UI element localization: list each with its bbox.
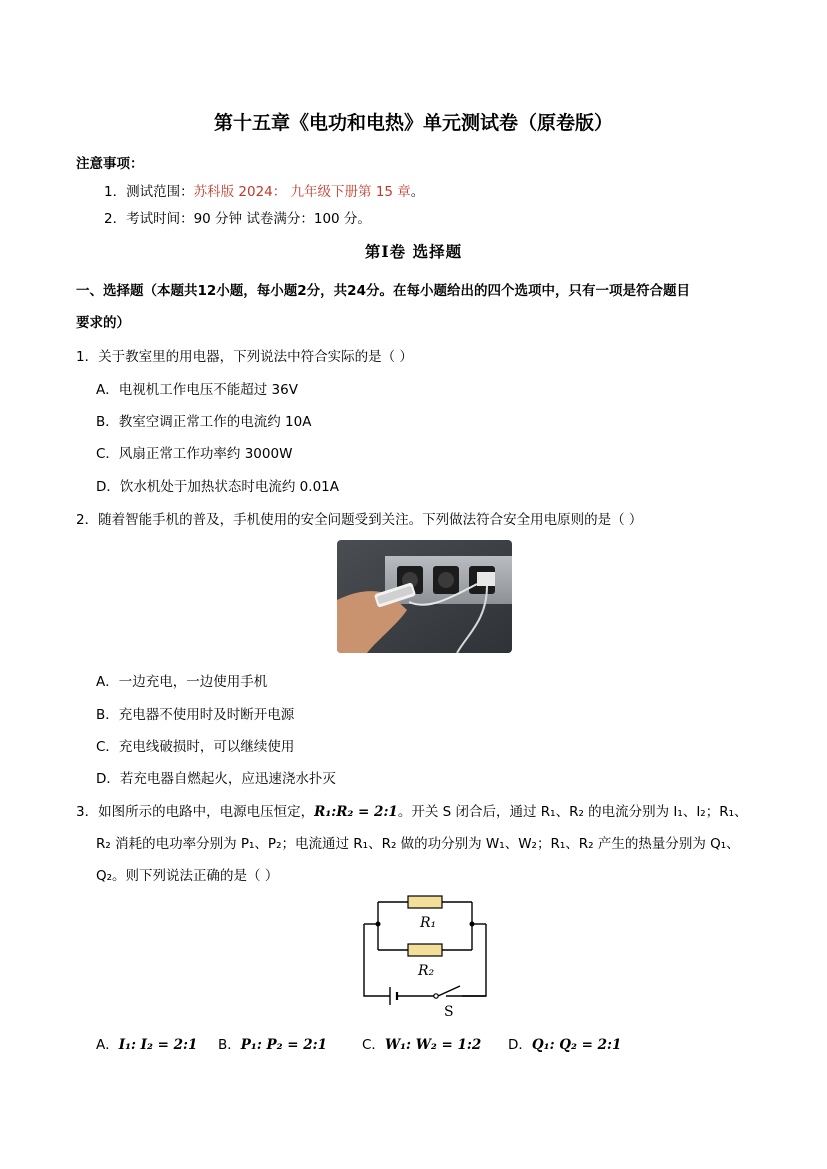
q3-option-b-letter: B． — [218, 1037, 241, 1053]
q3-line1-end: 。开关 S 闭合后，通过 R₁、R₂ 的电流分别为 I₁、I₂；R₁、 — [397, 804, 748, 820]
phone-charging-photo — [337, 540, 512, 653]
q3-option-d — [508, 1033, 621, 1053]
q3-option-a-expr: I₁: I₂ = 2:1 — [118, 1037, 198, 1053]
q1-option-c: C．风扇正常工作功率约 3000W — [96, 446, 293, 462]
q2-stem: 2．随着智能手机的普及，手机使用的安全问题受到关注。下列做法符合安全用电原则的是（ ） — [76, 512, 643, 528]
notes-heading: 注意事项： — [76, 156, 144, 172]
section-instructions-line1: 一、选择题（本题共12小题，每小题2分，共24分。在每小题给出的四个选项中，只有一项是符合题目 — [76, 283, 690, 299]
q3-option-a — [96, 1033, 197, 1053]
circuit-diagram — [350, 884, 500, 1018]
q1-stem: 1．关于教室里的用电器，下列说法中符合实际的是（ ） — [76, 349, 413, 365]
q2-option-c: C．充电线破损时，可以继续使用 — [96, 739, 295, 755]
page-title: 第十五章《电功和电热》单元测试卷（原卷版） — [213, 112, 613, 134]
circuit-label-switch: S — [444, 1004, 454, 1018]
resistor-r1 — [408, 896, 442, 908]
q2-option-b: B．充电器不使用时及时断开电源 — [96, 707, 295, 723]
notes-item-1-prefix: 1．测试范围： — [104, 184, 194, 200]
q3-option-a-letter: A． — [96, 1037, 119, 1053]
q3-line1 — [76, 800, 748, 820]
circuit-label-r1: R₁ — [420, 915, 437, 931]
q3-resistance-ratio: R₁:R₂ = 2:1 — [314, 804, 398, 820]
q3-option-b-expr: P₁: P₂ = 2:1 — [240, 1037, 328, 1053]
q3-option-c-expr: W₁: W₂ = 1:2 — [384, 1037, 482, 1053]
q3-option-d-expr: Q₁: Q₂ = 2:1 — [531, 1037, 622, 1053]
phone-charging-photo-drawing — [337, 540, 512, 653]
q3-option-c — [362, 1033, 481, 1053]
q1-option-d: D．饮水机处于加热状态时电流约 0.01A — [96, 479, 339, 495]
section-instructions-line2: 要求的） — [76, 315, 130, 331]
q3-line2: R₂ 消耗的电功率分别为 P₁、P₂；电流通过 R₁、R₂ 做的功分别为 W₁、W₂；R₁、R₂ 产生的热量分别为 Q₁、 — [96, 836, 740, 852]
resistor-r2 — [408, 944, 442, 956]
q2-option-d: D．若充电器自燃起火，应迅速浇水扑灭 — [96, 771, 336, 787]
q3-option-c-letter: C． — [362, 1037, 385, 1053]
circuit-label-r2: R₂ — [418, 963, 435, 979]
section-title: 第Ⅰ卷 选择题 — [364, 242, 463, 261]
q1-option-b: B．教室空调正常工作的电流约 10A — [96, 414, 312, 430]
q3-option-b — [218, 1033, 327, 1053]
q3-option-d-letter: D． — [508, 1037, 532, 1053]
notes-item-1 — [104, 180, 424, 200]
notes-item-1-scope: 苏科版 2024： 九年级下册第 15 章 — [193, 184, 411, 200]
q3-line1-start: 3．如图所示的电路中，电源电压恒定， — [76, 804, 315, 820]
q3-line3: Q₂。则下列说法正确的是（ ） — [96, 868, 279, 884]
q2-option-a: A．一边充电，一边使用手机 — [96, 674, 268, 690]
notes-item-1-suffix: 。 — [410, 184, 425, 200]
notes-item-2: 2．考试时间：90 分钟 试卷满分：100 分。 — [104, 211, 371, 227]
q1-option-a: A．电视机工作电压不能超过 36V — [96, 382, 298, 398]
circuit-diagram-drawing — [350, 884, 500, 1018]
